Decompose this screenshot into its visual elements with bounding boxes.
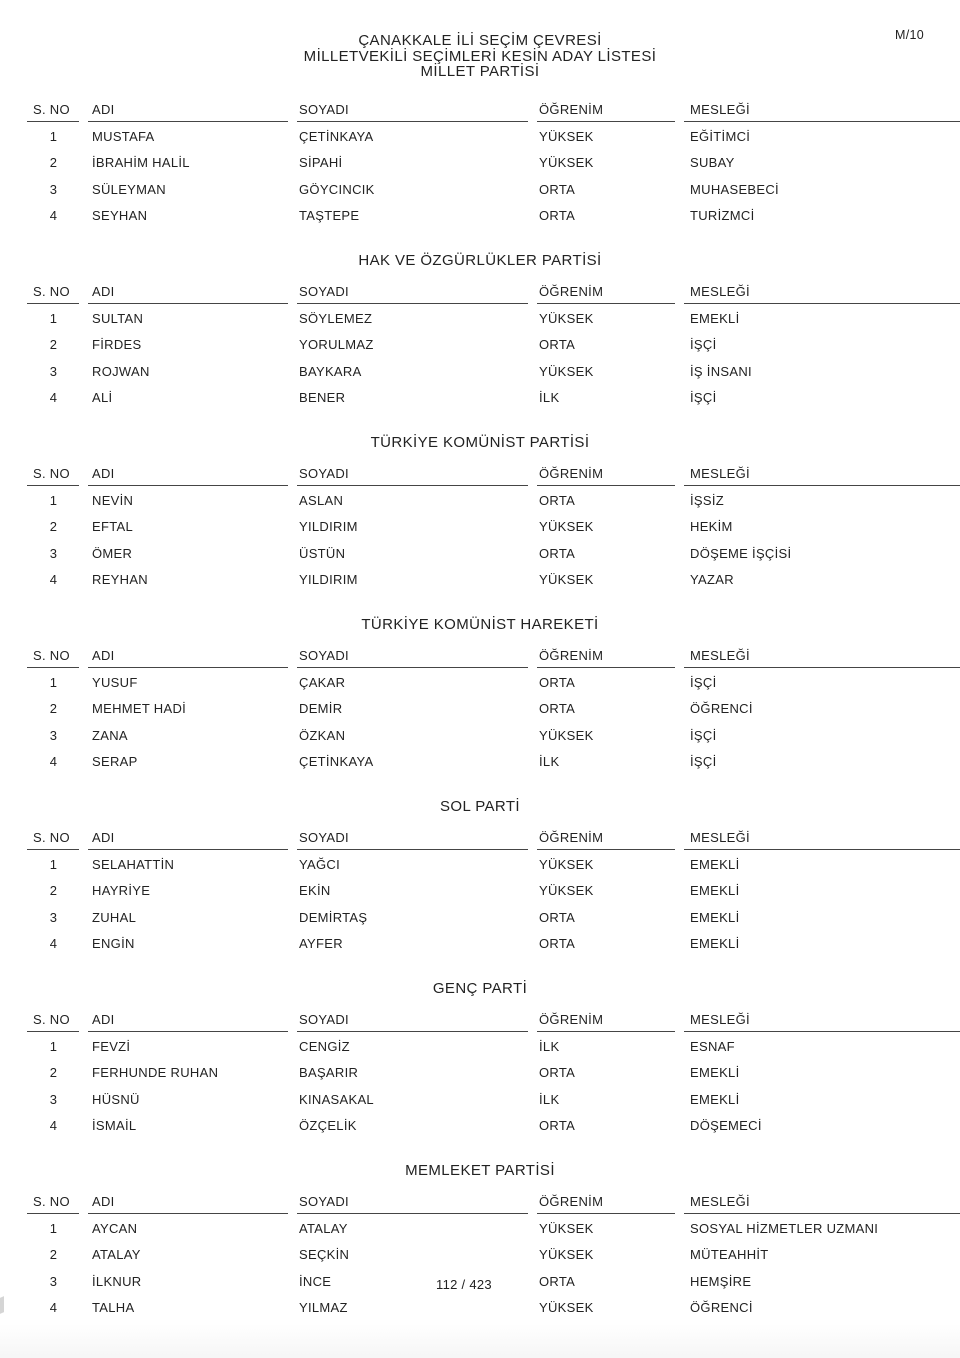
candidate-row (27, 748, 960, 775)
cell-s-no: 1 (49, 674, 58, 690)
cell-ogrenim: İLK (539, 754, 560, 770)
cell-s-no: 3 (49, 727, 58, 743)
cell-meslegi: İŞÇİ (690, 754, 717, 770)
candidate-table-header (27, 459, 960, 486)
candidate-row (27, 930, 960, 957)
cell-soyadi: TAŞTEPE (299, 208, 360, 224)
column-header-meslegi: MESLEĞİ (684, 95, 960, 122)
column-header-meslegi: MESLEĞİ (684, 459, 960, 486)
column-header-soyadi: SOYADI (297, 95, 537, 122)
cell-s-no: 3 (49, 545, 58, 561)
candidate-table-body (27, 122, 960, 228)
party-title: MEMLEKET PARTİSİ (405, 1162, 555, 1180)
column-header-s-no: S. NO (27, 459, 88, 486)
column-header-soyadi: SOYADI (297, 823, 537, 850)
column-header-meslegi: MESLEĞİ (684, 1005, 960, 1032)
cell-adi: REYHAN (92, 572, 148, 588)
candidate-row (27, 877, 960, 904)
cell-soyadi: YILDIRIM (299, 519, 358, 535)
cell-meslegi: EMEKLİ (690, 310, 740, 326)
cell-s-no: 3 (49, 909, 58, 925)
cell-meslegi: ÖĞRENCİ (690, 701, 753, 717)
column-header-ogrenim: ÖĞRENİM (537, 1187, 684, 1214)
cell-s-no: 4 (49, 754, 58, 770)
cell-meslegi: MUHASEBECİ (690, 181, 779, 197)
cell-s-no: 2 (49, 701, 58, 717)
cell-soyadi: ATALAY (299, 1220, 348, 1236)
cell-ogrenim: YÜKSEK (539, 363, 594, 379)
cell-meslegi: DÖŞEME İŞÇİSİ (690, 545, 792, 561)
header-row (27, 1005, 960, 1032)
cell-soyadi: SEÇKİN (299, 1247, 350, 1263)
cell-s-no: 1 (49, 492, 58, 508)
column-header-s-no: S. NO (27, 95, 88, 122)
party-section (0, 95, 960, 228)
column-header-s-no: S. NO (27, 641, 88, 668)
candidate-table-body (27, 304, 960, 410)
party-section (0, 980, 960, 1138)
cell-s-no: 2 (49, 883, 58, 899)
party-section (0, 798, 960, 956)
cell-meslegi: SOSYAL HİZMETLER UZMANI (690, 1220, 879, 1236)
cell-soyadi: DEMİR (299, 701, 343, 717)
candidate-row (27, 486, 960, 513)
cell-s-no: 3 (49, 1091, 58, 1107)
cell-adi: SULTAN (92, 310, 144, 326)
cell-soyadi: CENGİZ (299, 1038, 350, 1054)
column-header-adi: ADI (88, 641, 297, 668)
cell-meslegi: İŞSİZ (690, 492, 725, 508)
cell-meslegi: EMEKLİ (690, 1091, 740, 1107)
cell-adi: ZUHAL (92, 909, 137, 925)
cell-adi: HAYRİYE (92, 883, 151, 899)
party-title: GENÇ PARTİ (432, 980, 528, 998)
cell-adi: NEVİN (92, 492, 134, 508)
cell-soyadi: ÇAKAR (299, 674, 346, 690)
cell-meslegi: EMEKLİ (690, 936, 740, 952)
cell-s-no: 4 (49, 936, 58, 952)
cell-meslegi: ESNAF (690, 1038, 735, 1054)
cell-s-no: 1 (49, 128, 58, 144)
cell-meslegi: MÜTEAHHİT (690, 1247, 769, 1263)
candidate-row (27, 1112, 960, 1139)
party-title: TÜRKİYE KOMÜNİST PARTİSİ (370, 434, 590, 452)
page-code: M/10 (895, 28, 924, 42)
candidate-table-body (27, 668, 960, 774)
cell-ogrenim: İLK (539, 1038, 560, 1054)
candidate-row (27, 539, 960, 566)
cell-ogrenim: YÜKSEK (539, 1300, 594, 1316)
cell-meslegi: SUBAY (690, 155, 735, 171)
cell-meslegi: HEMŞİRE (690, 1273, 752, 1289)
candidate-table-header (27, 1187, 960, 1214)
column-header-soyadi: SOYADI (297, 641, 537, 668)
column-header-adi: ADI (88, 1187, 297, 1214)
header-row (27, 459, 960, 486)
column-header-soyadi: SOYADI (297, 277, 537, 304)
cell-adi: FEVZİ (92, 1038, 131, 1054)
party-title: HAK VE ÖZGÜRLÜKLER PARTİSİ (358, 252, 602, 270)
header-party-name: MİLLET PARTİSİ (420, 63, 540, 81)
document-header (0, 0, 960, 80)
column-header-soyadi: SOYADI (297, 1005, 537, 1032)
cell-soyadi: ÇETİNKAYA (299, 754, 374, 770)
cell-soyadi: YILMAZ (299, 1300, 348, 1316)
cell-meslegi: İŞÇİ (690, 674, 717, 690)
cell-soyadi: KINASAKAL (299, 1091, 374, 1107)
cell-s-no: 4 (49, 1118, 58, 1134)
candidate-row (27, 1241, 960, 1268)
cell-soyadi: SÖYLEMEZ (299, 310, 373, 326)
cell-adi: FERHUNDE RUHAN (92, 1065, 219, 1081)
cell-s-no: 1 (49, 1038, 58, 1054)
cell-s-no: 3 (49, 181, 58, 197)
header-row (27, 1187, 960, 1214)
party-section (0, 1162, 960, 1320)
cell-adi: AYCAN (92, 1220, 138, 1236)
cell-ogrenim: ORTA (539, 1118, 576, 1134)
candidate-table-header (27, 641, 960, 668)
cell-meslegi: İŞÇİ (690, 337, 717, 353)
cell-ogrenim: ORTA (539, 909, 576, 925)
cell-ogrenim: ORTA (539, 701, 576, 717)
cell-s-no: 3 (49, 363, 58, 379)
cell-s-no: 1 (49, 310, 58, 326)
candidate-table (27, 823, 960, 956)
candidate-table (27, 1187, 960, 1320)
cell-meslegi: İŞ İNSANI (690, 363, 752, 379)
cell-ogrenim: ORTA (539, 674, 576, 690)
party-section (0, 434, 960, 592)
candidate-row (27, 513, 960, 540)
column-header-meslegi: MESLEĞİ (684, 641, 960, 668)
cell-ogrenim: ORTA (539, 545, 576, 561)
candidate-table-header (27, 95, 960, 122)
cell-ogrenim: YÜKSEK (539, 1247, 594, 1263)
party-title: TÜRKİYE KOMÜNİST HAREKETİ (361, 616, 599, 634)
cell-adi: MEHMET HADİ (92, 701, 187, 717)
candidate-row (27, 721, 960, 748)
candidate-table (27, 641, 960, 774)
cell-ogrenim: YÜKSEK (539, 128, 594, 144)
cell-adi: SERAP (92, 754, 138, 770)
column-header-adi: ADI (88, 823, 297, 850)
column-header-adi: ADI (88, 1005, 297, 1032)
cell-soyadi: AYFER (299, 936, 343, 952)
scan-edge-artifact (0, 1296, 4, 1314)
party-section (0, 252, 960, 410)
candidate-table-body (27, 1032, 960, 1138)
cell-soyadi: ÖZKAN (299, 727, 346, 743)
cell-soyadi: EKİN (299, 883, 331, 899)
cell-adi: YUSUF (92, 674, 138, 690)
cell-meslegi: İŞÇİ (690, 390, 717, 406)
column-header-meslegi: MESLEĞİ (684, 823, 960, 850)
cell-ogrenim: YÜKSEK (539, 155, 594, 171)
doc-title-line-2: MİLLETVEKİLİ SEÇİMLERİ KESİN ADAY LİSTESİ (303, 47, 657, 65)
candidate-table-header (27, 1005, 960, 1032)
page-number: 112 / 423 (436, 1277, 492, 1292)
cell-adi: ROJWAN (92, 363, 150, 379)
cell-soyadi: BAŞARIR (299, 1065, 359, 1081)
cell-adi: İLKNUR (92, 1273, 142, 1289)
cell-adi: SÜLEYMAN (92, 181, 166, 197)
cell-s-no: 4 (49, 1300, 58, 1316)
column-header-s-no: S. NO (27, 823, 88, 850)
cell-s-no: 2 (49, 519, 58, 535)
column-header-adi: ADI (88, 95, 297, 122)
cell-soyadi: SİPAHİ (299, 155, 343, 171)
column-header-ogrenim: ÖĞRENİM (537, 95, 684, 122)
doc-title-line-1: ÇANAKKALE İLİ SEÇİM ÇEVRESİ (358, 32, 602, 49)
candidate-table (27, 1005, 960, 1138)
header-row (27, 277, 960, 304)
header-row (27, 641, 960, 668)
cell-ogrenim: İLK (539, 1091, 560, 1107)
cell-soyadi: ASLAN (299, 492, 344, 508)
candidate-row (27, 1059, 960, 1086)
cell-s-no: 2 (49, 1065, 58, 1081)
candidate-row (27, 1032, 960, 1059)
cell-meslegi: HEKİM (690, 519, 733, 535)
column-header-s-no: S. NO (27, 1005, 88, 1032)
column-header-adi: ADI (88, 459, 297, 486)
header-row (27, 95, 960, 122)
cell-soyadi: GÖYCINCIK (299, 181, 375, 197)
candidate-row (27, 566, 960, 593)
cell-meslegi: TURİZMCİ (690, 208, 755, 224)
cell-ogrenim: YÜKSEK (539, 310, 594, 326)
cell-meslegi: EMEKLİ (690, 909, 740, 925)
cell-s-no: 4 (49, 390, 58, 406)
cell-s-no: 1 (49, 856, 58, 872)
cell-adi: SELAHATTİN (92, 856, 175, 872)
cell-adi: ATALAY (92, 1247, 141, 1263)
cell-meslegi: EMEKLİ (690, 856, 740, 872)
column-header-adi: ADI (88, 277, 297, 304)
candidate-table-header (27, 823, 960, 850)
party-section (0, 616, 960, 774)
cell-soyadi: ÖZÇELİK (299, 1118, 357, 1134)
candidate-row (27, 357, 960, 384)
candidate-table-body (27, 486, 960, 592)
candidate-row (27, 1214, 960, 1241)
cell-adi: İBRAHİM HALİL (92, 155, 190, 171)
candidate-row (27, 850, 960, 877)
cell-meslegi: ÖĞRENCİ (690, 1300, 753, 1316)
cell-ogrenim: İLK (539, 390, 560, 406)
candidate-table (27, 95, 960, 228)
column-header-soyadi: SOYADI (297, 1187, 537, 1214)
cell-ogrenim: YÜKSEK (539, 1220, 594, 1236)
cell-soyadi: ÜSTÜN (299, 545, 346, 561)
cell-soyadi: ÇETİNKAYA (299, 128, 374, 144)
cell-meslegi: EMEKLİ (690, 1065, 740, 1081)
candidate-row (27, 1294, 960, 1321)
cell-meslegi: DÖŞEMECİ (690, 1118, 762, 1134)
cell-s-no: 1 (49, 1220, 58, 1236)
cell-adi: HÜSNÜ (92, 1091, 140, 1107)
cell-adi: EFTAL (92, 519, 133, 535)
candidate-table-header (27, 277, 960, 304)
cell-adi: ZANA (92, 727, 128, 743)
cell-adi: ÖMER (92, 545, 133, 561)
cell-adi: TALHA (92, 1300, 135, 1316)
cell-ogrenim: YÜKSEK (539, 572, 594, 588)
header-row (27, 823, 960, 850)
cell-ogrenim: ORTA (539, 208, 576, 224)
party-title: SOL PARTİ (439, 798, 520, 816)
cell-ogrenim: ORTA (539, 337, 576, 353)
cell-adi: MUSTAFA (92, 128, 155, 144)
cell-soyadi: İNCE (299, 1273, 332, 1289)
cell-s-no: 2 (49, 1247, 58, 1263)
cell-adi: ENGİN (92, 936, 135, 952)
candidate-table (27, 459, 960, 592)
column-header-soyadi: SOYADI (297, 459, 537, 486)
column-header-s-no: S. NO (27, 1187, 88, 1214)
candidate-row (27, 331, 960, 358)
candidate-table (27, 277, 960, 410)
cell-adi: FİRDES (92, 337, 142, 353)
candidate-row (27, 122, 960, 149)
column-header-ogrenim: ÖĞRENİM (537, 459, 684, 486)
cell-s-no: 2 (49, 337, 58, 353)
candidate-table-body (27, 850, 960, 956)
cell-meslegi: EMEKLİ (690, 883, 740, 899)
column-header-ogrenim: ÖĞRENİM (537, 641, 684, 668)
candidate-row (27, 202, 960, 229)
candidate-row (27, 175, 960, 202)
candidate-row (27, 304, 960, 331)
cell-s-no: 4 (49, 572, 58, 588)
column-header-meslegi: MESLEĞİ (684, 277, 960, 304)
candidate-row (27, 1085, 960, 1112)
cell-adi: SEYHAN (92, 208, 148, 224)
candidate-row (27, 668, 960, 695)
cell-s-no: 4 (49, 208, 58, 224)
cell-s-no: 2 (49, 155, 58, 171)
cell-meslegi: YAZAR (690, 572, 734, 588)
candidate-row (27, 903, 960, 930)
cell-soyadi: YAĞCI (299, 856, 340, 872)
cell-ogrenim: YÜKSEK (539, 856, 594, 872)
cell-adi: İSMAİL (92, 1118, 137, 1134)
cell-ogrenim: ORTA (539, 936, 576, 952)
column-header-ogrenim: ÖĞRENİM (537, 1005, 684, 1032)
column-header-ogrenim: ÖĞRENİM (537, 277, 684, 304)
sections-container (0, 95, 960, 1320)
cell-ogrenim: YÜKSEK (539, 883, 594, 899)
cell-soyadi: DEMİRTAŞ (299, 909, 368, 925)
candidate-row (27, 149, 960, 176)
cell-meslegi: İŞÇİ (690, 727, 717, 743)
candidate-row (27, 695, 960, 722)
cell-adi: ALİ (92, 390, 113, 406)
scan-shade-artifact (0, 1324, 960, 1358)
cell-ogrenim: YÜKSEK (539, 727, 594, 743)
column-header-ogrenim: ÖĞRENİM (537, 823, 684, 850)
cell-soyadi: YORULMAZ (299, 337, 374, 353)
cell-soyadi: BAYKARA (299, 363, 362, 379)
cell-ogrenim: ORTA (539, 1065, 576, 1081)
candidate-row (27, 384, 960, 411)
cell-ogrenim: ORTA (539, 181, 576, 197)
column-header-meslegi: MESLEĞİ (684, 1187, 960, 1214)
cell-s-no: 3 (49, 1273, 58, 1289)
cell-ogrenim: YÜKSEK (539, 519, 594, 535)
column-header-s-no: S. NO (27, 277, 88, 304)
cell-soyadi: BENER (299, 390, 346, 406)
cell-ogrenim: ORTA (539, 492, 576, 508)
cell-meslegi: EĞİTİMCİ (690, 128, 751, 144)
cell-soyadi: YILDIRIM (299, 572, 358, 588)
candidate-table-body (27, 1214, 960, 1320)
cell-ogrenim: ORTA (539, 1273, 576, 1289)
